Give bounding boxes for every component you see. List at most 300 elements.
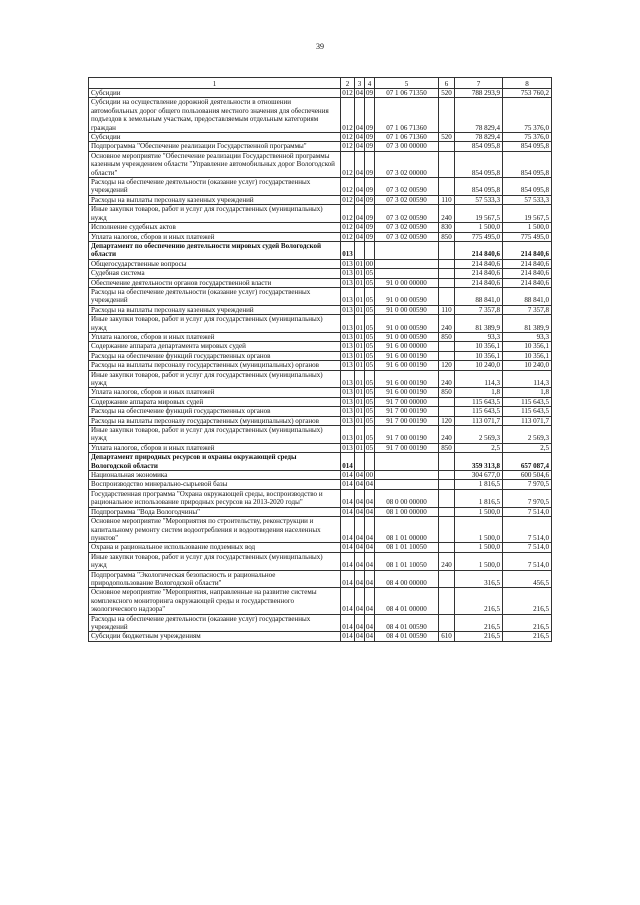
amount-year1-cell: 1,8 — [455, 388, 503, 397]
row-name-cell: Иные закупки товаров, работ и услуг для государственных (муниципальных) нужд — [89, 370, 341, 388]
section-code-cell: 01 — [356, 351, 364, 360]
table-row — [89, 480, 552, 489]
target-article-cell: 08 0 00 00000 — [375, 489, 439, 507]
expense-type-cell — [439, 397, 455, 406]
table-row — [89, 552, 552, 570]
amount-year1-cell: 1 500,0 — [455, 223, 503, 232]
subsection-code-cell: 04 — [365, 588, 375, 614]
amount-year2-cell: 216,5 — [503, 614, 552, 632]
row-name-cell: Расходы на обеспечение деятельности (оказание услуг) государственных учреждений — [89, 614, 341, 632]
ministry-code-cell: 013 — [342, 407, 353, 416]
section-code-cell: 04 — [355, 151, 365, 177]
target-article-cell — [375, 480, 439, 489]
expense-type-cell — [439, 543, 455, 552]
target-article-cell: 08 1 01 10050 — [375, 552, 439, 570]
amount-year2-cell: 10 356,1 — [503, 342, 552, 351]
ministry-code-cell: 013 — [342, 269, 353, 278]
row-name-cell: Расходы на обеспечение деятельности (оказание услуг) государственных учреждений — [89, 287, 341, 305]
ministry-code-cell: 013 — [341, 241, 355, 259]
ministry-code-cell: 013 — [342, 443, 353, 452]
target-article-cell — [375, 269, 439, 278]
expense-type-cell: 240 — [439, 315, 455, 333]
table-row — [89, 517, 552, 543]
table-row — [89, 426, 552, 444]
amount-year1-cell: 1 816,5 — [455, 489, 503, 507]
amount-year2-cell: 216,5 — [503, 588, 552, 614]
section-code-cell — [355, 453, 365, 471]
table-row — [89, 133, 552, 142]
amount-year2-cell: 214 840,6 — [503, 241, 552, 259]
table-row — [89, 287, 552, 305]
header-cell: 7 — [455, 78, 503, 89]
ministry-code-cell: 013 — [342, 259, 353, 268]
subsection-code-cell — [365, 453, 375, 471]
target-article-cell: 08 4 00 00000 — [375, 570, 439, 588]
row-name-cell: Уплата налогов, сборов и иных платежей — [89, 388, 341, 397]
ministry-code-cell: 014 — [342, 632, 353, 641]
expense-type-cell — [439, 471, 455, 480]
ministry-code-cell: 013 — [342, 278, 353, 287]
subsection-code-cell: 09 — [366, 89, 374, 97]
row-name-cell: Содержание аппарата департамента мировых судей — [89, 342, 341, 351]
section-code-cell: 04 — [356, 632, 364, 641]
section-code-cell: 01 — [356, 416, 364, 425]
row-name-cell: Охрана и рациональное использование подземных вод — [89, 543, 341, 552]
subsection-code-cell: 09 — [365, 98, 375, 133]
ministry-code-cell: 012 — [342, 133, 353, 142]
amount-year2-cell: 7 357,8 — [503, 305, 552, 314]
section-code-cell: 04 — [356, 195, 364, 204]
ministry-code-cell: 013 — [342, 305, 353, 314]
subsection-code-cell: 05 — [366, 342, 374, 351]
amount-year2-cell: 75 376,0 — [503, 98, 552, 133]
section-code-cell: 04 — [355, 489, 365, 507]
expense-type-cell — [439, 351, 455, 360]
ministry-code-cell: 012 — [342, 142, 353, 151]
amount-year1-cell: 113 071,7 — [455, 416, 503, 425]
section-code-cell: 01 — [356, 407, 364, 416]
table-row — [89, 278, 552, 287]
table-row — [89, 507, 552, 516]
expense-type-cell — [439, 588, 455, 614]
target-article-cell: 91 7 00 00190 — [375, 407, 439, 416]
ministry-code-cell: 013 — [341, 287, 355, 305]
amount-year1-cell: 1 500,0 — [455, 507, 503, 516]
amount-year1-cell: 10 240,0 — [455, 361, 503, 370]
subsection-code-cell: 09 — [365, 205, 375, 223]
ministry-code-cell: 012 — [342, 195, 353, 204]
table-row — [89, 397, 552, 406]
amount-year1-cell: 216,5 — [455, 588, 503, 614]
target-article-cell: 08 1 01 00000 — [375, 517, 439, 543]
table-row — [89, 195, 552, 204]
amount-year1-cell: 57 533,3 — [455, 195, 503, 204]
row-name-cell: Содержание аппарата мировых судей — [89, 397, 341, 406]
section-code-cell: 04 — [355, 614, 365, 632]
subsection-code-cell: 04 — [365, 570, 375, 588]
table-row — [89, 259, 552, 268]
ministry-code-cell: 013 — [342, 397, 353, 406]
target-article-cell: 91 6 00 00190 — [375, 351, 439, 360]
row-name-cell: Общегосударственные вопросы — [89, 259, 341, 268]
section-code-cell: 04 — [356, 142, 364, 151]
row-name-cell: Подпрограмма "Экологическая безопасность и рациональное природопользование Вологодской области" — [89, 570, 341, 588]
amount-year1-cell: 316,5 — [455, 570, 503, 588]
expense-type-cell — [439, 614, 455, 632]
subsection-code-cell: 09 — [365, 151, 375, 177]
row-name-cell: Подпрограмма "Вода Вологодчины" — [89, 507, 341, 516]
expense-type-cell — [439, 278, 455, 287]
target-article-cell — [375, 471, 439, 480]
expense-type-cell — [439, 507, 455, 516]
subsection-code-cell: 05 — [366, 388, 374, 397]
amount-year1-cell: 214 840,6 — [455, 269, 503, 278]
amount-year2-cell: 214 840,6 — [503, 278, 552, 287]
section-code-cell: 04 — [356, 480, 364, 489]
subsection-code-cell: 05 — [366, 397, 374, 406]
amount-year2-cell: 75 376,0 — [503, 133, 552, 142]
target-article-cell: 91 7 00 00190 — [375, 426, 439, 444]
subsection-code-cell: 05 — [365, 426, 375, 444]
expense-type-cell — [439, 570, 455, 588]
section-code-cell: 01 — [356, 443, 364, 452]
amount-year1-cell: 2,5 — [455, 443, 503, 452]
subsection-code-cell: 05 — [365, 287, 375, 305]
expense-type-cell: 850 — [439, 443, 455, 452]
amount-year1-cell: 78 829,4 — [455, 98, 503, 133]
amount-year2-cell: 7 514,0 — [503, 517, 552, 543]
target-article-cell: 91 0 00 00590 — [375, 332, 439, 341]
ministry-code-cell: 013 — [342, 416, 353, 425]
subsection-code-cell: 05 — [366, 416, 374, 425]
section-code-cell: 01 — [355, 287, 365, 305]
target-article-cell: 07 1 06 71360 — [375, 133, 439, 142]
row-name-cell: Иные закупки товаров, работ и услуг для государственных (муниципальных) нужд — [89, 426, 341, 444]
table-header-row — [89, 78, 552, 89]
row-name-cell: Субсидии на осуществление дорожной деятельности в отношении автомобильных дорог общего пользования местного значения для обеспечения подъездов к земельным участкам, предоставляемым отдельным категориям граждан — [89, 98, 341, 133]
amount-year2-cell: 2 569,3 — [503, 426, 552, 444]
subsection-code-cell: 04 — [366, 543, 374, 552]
row-name-cell: Департамент природных ресурсов и охраны окружающей среды Вологодской области — [89, 453, 341, 471]
row-name-cell: Иные закупки товаров, работ и услуг для государственных (муниципальных) нужд — [89, 205, 341, 223]
row-name-cell: Субсидии бюджетным учреждениям — [89, 632, 341, 641]
expense-type-cell — [439, 453, 455, 471]
ministry-code-cell: 014 — [341, 614, 355, 632]
row-name-cell: Основное мероприятие "Мероприятия, направленные на развитие системы комплексного мониторинга окружающей среды и государственного экологического надзора" — [89, 588, 341, 614]
table-row — [89, 151, 552, 177]
expense-type-cell: 240 — [439, 552, 455, 570]
section-code-cell: 01 — [355, 370, 365, 388]
amount-year2-cell: 1,8 — [503, 388, 552, 397]
amount-year1-cell: 81 389,9 — [455, 315, 503, 333]
section-code-cell: 04 — [356, 507, 364, 516]
subsection-code-cell: 04 — [365, 489, 375, 507]
amount-year1-cell: 1 816,5 — [455, 480, 503, 489]
row-name-cell: Иные закупки товаров, работ и услуг для государственных (муниципальных) нужд — [89, 315, 341, 333]
ministry-code-cell: 014 — [342, 543, 353, 552]
expense-type-cell — [439, 407, 455, 416]
expense-type-cell: 110 — [439, 305, 455, 314]
target-article-cell: 91 6 00 00190 — [375, 361, 439, 370]
amount-year1-cell: 1 500,0 — [455, 517, 503, 543]
subsection-code-cell: 04 — [365, 552, 375, 570]
target-article-cell: 07 3 02 00000 — [375, 151, 439, 177]
subsection-code-cell: 04 — [366, 480, 374, 489]
section-code-cell: 04 — [356, 133, 364, 142]
target-article-cell: 07 3 02 00590 — [375, 223, 439, 232]
amount-year2-cell: 2,5 — [503, 443, 552, 452]
amount-year1-cell: 1 500,0 — [455, 552, 503, 570]
expense-type-cell: 610 — [439, 632, 455, 641]
expense-type-cell: 520 — [439, 89, 455, 98]
amount-year1-cell: 359 313,8 — [455, 453, 503, 471]
amount-year2-cell: 216,5 — [503, 632, 552, 641]
ministry-code-cell: 013 — [341, 370, 355, 388]
target-article-cell: 08 4 01 00590 — [375, 632, 439, 641]
section-code-cell: 04 — [355, 570, 365, 588]
header-cell: 8 — [503, 78, 552, 89]
expense-type-cell: 850 — [439, 332, 455, 341]
amount-year1-cell: 93,3 — [455, 332, 503, 341]
subsection-code-cell: 05 — [366, 269, 374, 278]
row-name-cell: Расходы на обеспечение функций государственных органов — [89, 407, 341, 416]
section-code-cell: 04 — [356, 223, 364, 232]
section-code-cell: 01 — [356, 259, 364, 268]
header-cell: 4 — [365, 78, 375, 89]
table-row — [89, 370, 552, 388]
subsection-code-cell: 05 — [366, 332, 374, 341]
subsection-code-cell: 05 — [366, 351, 374, 360]
header-cell: 5 — [375, 78, 439, 89]
amount-year2-cell: 456,5 — [503, 570, 552, 588]
amount-year1-cell: 854 095,8 — [455, 142, 503, 151]
section-code-cell: 01 — [356, 342, 364, 351]
ministry-code-cell: 014 — [341, 489, 355, 507]
section-code-cell: 01 — [356, 388, 364, 397]
amount-year2-cell: 600 504,6 — [503, 471, 552, 480]
target-article-cell: 91 0 00 00590 — [375, 287, 439, 305]
row-name-cell: Воспроизводство минерально-сырьевой базы — [89, 480, 341, 489]
ministry-code-cell: 012 — [342, 223, 353, 232]
amount-year1-cell: 304 677,0 — [455, 471, 503, 480]
table-row — [89, 315, 552, 333]
section-code-cell: 04 — [356, 471, 364, 480]
table-row — [89, 570, 552, 588]
ministry-code-cell: 013 — [342, 351, 353, 360]
amount-year1-cell: 78 829,4 — [455, 133, 503, 142]
expense-type-cell: 520 — [439, 133, 455, 142]
expense-type-cell: 110 — [439, 195, 455, 204]
ministry-code-cell: 012 — [341, 205, 355, 223]
ministry-code-cell: 013 — [342, 332, 353, 341]
subsection-code-cell: 05 — [366, 305, 374, 314]
target-article-cell: 91 7 00 00190 — [375, 416, 439, 425]
amount-year1-cell: 10 356,1 — [455, 342, 503, 351]
target-article-cell: 91 7 00 00000 — [375, 397, 439, 406]
expense-type-cell: 850 — [439, 232, 455, 241]
target-article-cell: 07 3 02 00590 — [375, 205, 439, 223]
ministry-code-cell: 012 — [341, 178, 355, 196]
table-row — [89, 416, 552, 425]
table-row — [89, 453, 552, 471]
amount-year2-cell: 10 356,1 — [503, 351, 552, 360]
expense-type-cell — [439, 142, 455, 151]
ministry-code-cell: 012 — [341, 98, 355, 133]
amount-year1-cell: 10 356,1 — [455, 351, 503, 360]
subsection-code-cell: 04 — [366, 507, 374, 516]
expense-type-cell — [439, 241, 455, 259]
ministry-code-cell: 014 — [342, 507, 353, 516]
expense-type-cell: 120 — [439, 361, 455, 370]
subsection-code-cell: 05 — [366, 361, 374, 370]
amount-year2-cell: 10 240,0 — [503, 361, 552, 370]
ministry-code-cell: 014 — [341, 570, 355, 588]
row-name-cell: Иные закупки товаров, работ и услуг для государственных (муниципальных) нужд — [89, 552, 341, 570]
subsection-code-cell: 04 — [365, 614, 375, 632]
ministry-code-cell: 014 — [342, 480, 353, 489]
table-row — [89, 205, 552, 223]
section-code-cell: 01 — [355, 315, 365, 333]
table-row — [89, 543, 552, 552]
row-name-cell: Национальная экономика — [89, 471, 341, 480]
row-name-cell: Уплата налогов, сборов и иных платежей — [89, 232, 341, 241]
table-row — [89, 443, 552, 452]
subsection-code-cell: 05 — [365, 315, 375, 333]
target-article-cell: 91 6 00 00190 — [375, 388, 439, 397]
table-row — [89, 142, 552, 151]
expense-type-cell — [439, 151, 455, 177]
row-name-cell: Уплата налогов, сборов и иных платежей — [89, 332, 341, 341]
amount-year1-cell: 115 643,5 — [455, 407, 503, 416]
section-code-cell: 04 — [355, 552, 365, 570]
header-cell: 3 — [355, 78, 365, 89]
subsection-code-cell: 00 — [366, 471, 374, 480]
target-article-cell: 08 1 00 00000 — [375, 507, 439, 516]
amount-year1-cell: 214 840,6 — [455, 259, 503, 268]
ministry-code-cell: 014 — [341, 552, 355, 570]
header-cell: 6 — [439, 78, 455, 89]
ministry-code-cell: 013 — [342, 342, 353, 351]
amount-year1-cell: 854 095,8 — [455, 178, 503, 196]
table-row — [89, 232, 552, 241]
amount-year1-cell: 7 357,8 — [455, 305, 503, 314]
target-article-cell: 08 1 01 10050 — [375, 543, 439, 552]
amount-year2-cell: 81 389,9 — [503, 315, 552, 333]
amount-year1-cell: 775 495,0 — [455, 232, 503, 241]
expense-type-cell: 240 — [439, 205, 455, 223]
amount-year2-cell: 115 643,5 — [503, 397, 552, 406]
expense-type-cell: 850 — [439, 388, 455, 397]
section-code-cell — [355, 241, 365, 259]
subsection-code-cell — [365, 241, 375, 259]
amount-year2-cell: 775 495,0 — [503, 232, 552, 241]
row-name-cell: Расходы на обеспечение функций государственных органов — [89, 351, 341, 360]
amount-year2-cell: 7 514,0 — [503, 552, 552, 570]
subsection-code-cell: 05 — [366, 278, 374, 287]
amount-year2-cell: 1 500,0 — [503, 223, 552, 232]
table-row — [89, 89, 552, 98]
table-row — [89, 388, 552, 397]
expense-type-cell — [439, 517, 455, 543]
row-name-cell: Расходы на выплаты персоналу государственных (муниципальных) органов — [89, 416, 341, 425]
row-name-cell: Департамент по обеспечению деятельности мировых судей Вологодской области — [89, 241, 341, 259]
expense-type-cell: 830 — [439, 223, 455, 232]
section-code-cell: 04 — [356, 89, 364, 97]
expense-type-cell — [439, 178, 455, 196]
expense-type-cell — [439, 269, 455, 278]
amount-year2-cell: 19 567,5 — [503, 205, 552, 223]
section-code-cell: 04 — [355, 517, 365, 543]
amount-year2-cell: 854 095,8 — [503, 142, 552, 151]
amount-year1-cell: 2 569,3 — [455, 426, 503, 444]
expense-type-cell — [439, 259, 455, 268]
ministry-code-cell: 014 — [341, 517, 355, 543]
amount-year2-cell: 854 095,8 — [503, 178, 552, 196]
table-row — [89, 471, 552, 480]
expense-type-cell — [439, 287, 455, 305]
amount-year2-cell: 854 095,8 — [503, 151, 552, 177]
target-article-cell: 07 3 02 00590 — [375, 232, 439, 241]
amount-year2-cell: 115 643,5 — [503, 407, 552, 416]
target-article-cell — [375, 241, 439, 259]
amount-year2-cell: 7 970,5 — [503, 489, 552, 507]
ministry-code-cell: 012 — [341, 151, 355, 177]
ministry-code-cell: 012 — [342, 89, 353, 97]
amount-year1-cell: 88 841,0 — [455, 287, 503, 305]
target-article-cell: 07 1 06 71350 — [375, 89, 439, 98]
row-name-cell: Государственная программа "Охрана окружающей среды, воспроизводство и рациональное использование природных ресурсов на 2013-2020 годы" — [89, 489, 341, 507]
table-row — [89, 269, 552, 278]
amount-year2-cell: 57 533,3 — [503, 195, 552, 204]
subsection-code-cell: 09 — [366, 223, 374, 232]
target-article-cell: 91 6 00 00000 — [375, 342, 439, 351]
subsection-code-cell: 04 — [366, 632, 374, 641]
row-name-cell: Расходы на выплаты персоналу государственных (муниципальных) органов — [89, 361, 341, 370]
amount-year1-cell: 214 840,6 — [455, 278, 503, 287]
section-code-cell: 04 — [355, 98, 365, 133]
amount-year1-cell: 854 095,8 — [455, 151, 503, 177]
amount-year1-cell: 788 293,9 — [455, 89, 503, 98]
section-code-cell: 04 — [355, 588, 365, 614]
section-code-cell: 01 — [356, 397, 364, 406]
target-article-cell: 08 4 01 00590 — [375, 614, 439, 632]
expense-type-cell — [439, 489, 455, 507]
target-article-cell: 91 0 00 00590 — [375, 315, 439, 333]
table-row — [89, 305, 552, 314]
expense-type-cell: 240 — [439, 370, 455, 388]
table-row — [89, 632, 552, 641]
expense-type-cell: 240 — [439, 426, 455, 444]
section-code-cell: 01 — [356, 361, 364, 370]
section-code-cell: 04 — [355, 205, 365, 223]
ministry-code-cell: 012 — [342, 232, 353, 241]
table-body — [89, 89, 552, 642]
ministry-code-cell: 013 — [341, 426, 355, 444]
table-row — [89, 489, 552, 507]
amount-year2-cell: 7 514,0 — [503, 543, 552, 552]
header-cell: 2 — [341, 78, 355, 89]
subsection-code-cell: 09 — [366, 232, 374, 241]
section-code-cell: 01 — [355, 426, 365, 444]
ministry-code-cell: 013 — [342, 361, 353, 370]
ministry-code-cell: 013 — [341, 315, 355, 333]
row-name-cell: Исполнение судебных актов — [89, 223, 341, 232]
ministry-code-cell: 014 — [341, 453, 355, 471]
section-code-cell: 04 — [356, 232, 364, 241]
table-row — [89, 614, 552, 632]
row-name-cell: Судебная система — [89, 269, 341, 278]
target-article-cell: 07 3 02 00590 — [375, 195, 439, 204]
